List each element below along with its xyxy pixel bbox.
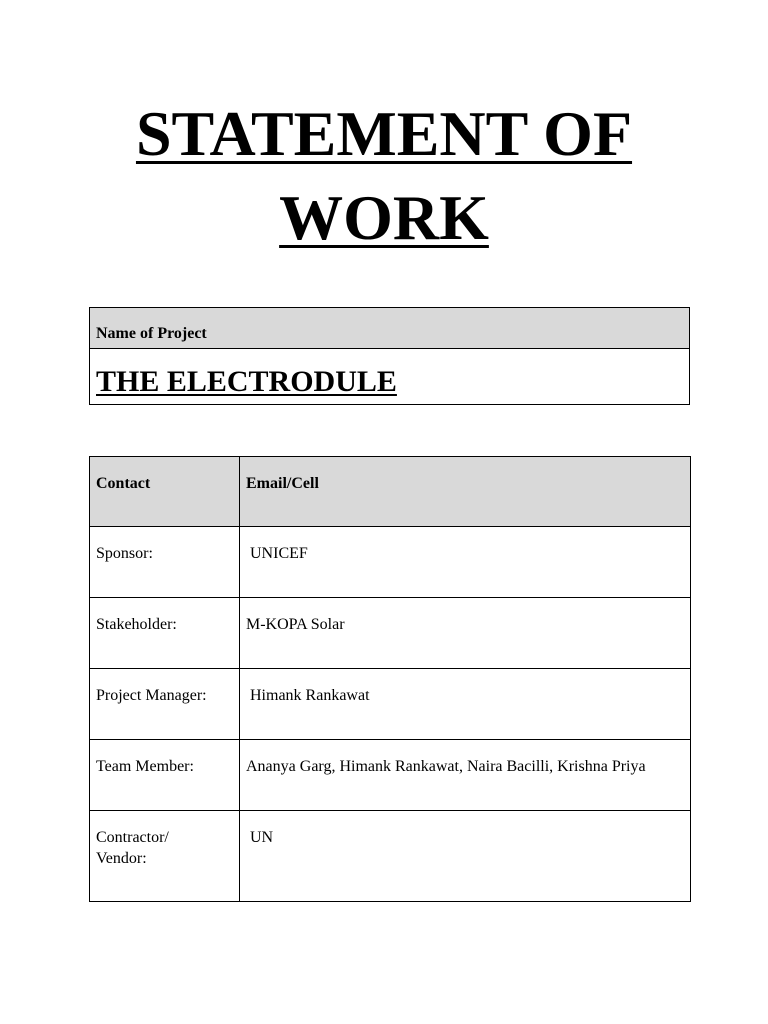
contacts-header-contact	[90, 457, 240, 527]
document-title-line-2: WORK	[279, 182, 489, 253]
contact-value: UNICEF	[246, 545, 308, 562]
contacts-header-contact-label: Contact	[96, 475, 151, 492]
contacts-header-email-label: Email/Cell	[246, 475, 319, 492]
contact-role: Contractor/ Vendor:	[96, 829, 169, 867]
contact-role-cell	[90, 598, 240, 669]
contacts-header-email	[240, 457, 691, 527]
project-name-value: THE ELECTRODULE	[96, 365, 397, 398]
contact-value-cell	[240, 598, 691, 669]
contact-role-cell	[90, 527, 240, 598]
contact-role: Project Manager:	[96, 687, 207, 704]
table-row	[90, 811, 691, 902]
contact-role-cell	[90, 811, 240, 902]
document-title-line-1: STATEMENT OF	[135, 98, 633, 169]
contact-value: M-KOPA Solar	[246, 616, 345, 633]
table-row	[90, 527, 691, 598]
table-row	[90, 598, 691, 669]
contact-value-cell	[240, 811, 691, 902]
contact-value: Himank Rankawat	[246, 687, 370, 704]
project-name-table	[89, 307, 690, 405]
project-name-value-cell	[90, 349, 690, 405]
table-row	[90, 669, 691, 740]
contact-value-cell	[240, 527, 691, 598]
contacts-table	[89, 456, 691, 902]
contact-role-cell	[90, 740, 240, 811]
contact-role: Sponsor:	[96, 545, 153, 562]
contact-value-cell	[240, 669, 691, 740]
document-title	[0, 92, 768, 260]
contacts-header-row	[90, 457, 691, 527]
table-row	[90, 740, 691, 811]
contact-role-cell	[90, 669, 240, 740]
project-name-label: Name of Project	[96, 325, 207, 342]
contact-role: Stakeholder:	[96, 616, 177, 633]
project-name-label-cell	[90, 308, 690, 349]
contact-role: Team Member:	[96, 758, 194, 775]
contact-value-cell	[240, 740, 691, 811]
contact-value: Ananya Garg, Himank Rankawat, Naira Bacilli, Krishna Priya	[246, 758, 646, 775]
contact-value: UN	[246, 829, 274, 846]
